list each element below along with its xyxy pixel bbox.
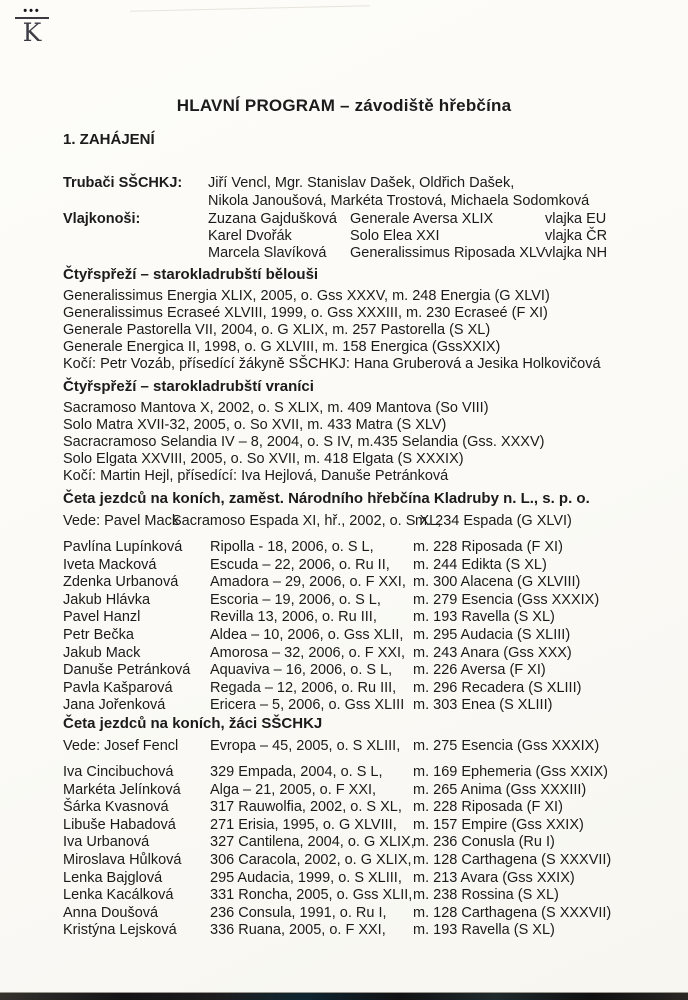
table-row: [63, 852, 674, 870]
riders-students-section: [63, 714, 674, 940]
scan-crease-artifact: [130, 5, 370, 11]
rider-name: Zdenka Urbanová: [63, 574, 179, 591]
flag-bearer-name: Zuzana Gajdušková: [208, 211, 337, 227]
rider-mare: m. 157 Empire (Gss XXIX): [413, 816, 584, 833]
rider-mare: m. 295 Audacia (S XLIII): [413, 626, 571, 643]
table-row: [63, 834, 674, 852]
rider-mare: m. 213 Avara (Gss XXIX): [413, 869, 575, 886]
rider-name: Anna Doušová: [63, 904, 159, 921]
rider-name: Jakub Hlávka: [63, 591, 151, 608]
rider-name: Markéta Jelínková: [63, 781, 181, 798]
rider-name: Pavlína Lupínková: [63, 539, 183, 555]
horse-line: Solo Matra XVII-32, 2005, o. So XVII, m. 433 Matra (S XLV): [63, 417, 447, 433]
table-row: [63, 662, 674, 680]
horse-line: Generalissimus Energia XLIX, 2005, o. Gss XXXV, m. 248 Energia (G XLVI): [63, 288, 550, 304]
rider-mare: m. 265 Anima (Gss XXXIII): [413, 781, 587, 798]
leader-label: Vede: Pavel Mack: [63, 513, 180, 529]
rider-horse: 327 Cantilena, 2004, o. G XLIX,: [210, 834, 415, 851]
rider-name: Lenka Bajglová: [63, 869, 163, 886]
leader-mare: m. 234 Espada (G XLVI): [415, 513, 572, 529]
leader-row: [63, 512, 674, 530]
rider-name: Lenka Kacálková: [63, 887, 174, 904]
rider-mare: m. 169 Ephemeria (Gss XXIX): [413, 764, 609, 780]
trumpeters-block: [63, 175, 670, 210]
rider-name: Iveta Macková: [63, 556, 157, 573]
horse-line: Sacracramoso Selandia IV – 8, 2004, o. S IV, m.435 Selandia (Gss. XXXV): [63, 434, 545, 450]
rider-horse: Regada – 12, 2006, o. Ru III,: [210, 679, 397, 696]
table-row: [63, 922, 674, 940]
coachman-line: Kočí: Petr Vozáb, přísedící žákyně SŠCHKJ: Hana Gruberová a Jesika Holkovičová: [63, 356, 601, 372]
table-row: [63, 905, 674, 923]
rider-horse: 306 Caracola, 2002, o. G XLIX,: [210, 851, 412, 868]
section-heading: Čtyřspřeží – starokladrubští vraníci: [63, 378, 314, 395]
section-heading: Četa jezdců na koních, žáci SŠCHKJ: [63, 715, 323, 732]
rider-mare: m. 226 Aversa (F XI): [413, 662, 546, 679]
table-row: [63, 557, 674, 575]
horse-line: Generale Energica II, 1998, o. G XLVIII, m. 158 Energica (GssXXIX): [63, 339, 501, 355]
flag-bearer-horse: Generalissimus Riposada XLV: [350, 245, 546, 261]
table-row: [63, 645, 674, 663]
flag-bearer-horse: Generale Aversa XLIX: [350, 211, 494, 227]
rider-name: Miroslava Hůlková: [63, 851, 182, 868]
rider-mare: m. 236 Conusla (Ru I): [413, 834, 555, 851]
horse-line: Solo Elgata XXVIII, 2005, o. So XVII, m. 418 Elgata (S XXXIX): [63, 451, 464, 467]
table-row: [63, 627, 674, 645]
logo-dots: •••: [23, 5, 41, 17]
four-in-hand-greys-section: [63, 265, 674, 373]
leader-row: [63, 737, 674, 755]
rider-horse: Escoria – 19, 2006, o. S L,: [210, 591, 381, 608]
rider-mare: m. 193 Ravella (S XL): [413, 922, 555, 939]
rider-mare: m. 244 Edikta (S XL): [413, 556, 547, 573]
rider-horse: Escuda – 22, 2006, o. Ru II,: [210, 556, 390, 573]
flag-bearer-name: Marcela Slavíková: [208, 245, 327, 261]
leader-label: Vede: Josef Fencl: [63, 738, 179, 754]
table-row: [63, 799, 674, 817]
flag-bearers-label: Vlajkonoši:: [63, 211, 141, 227]
rider-name: Iva Cincibuchová: [63, 764, 174, 780]
table-row: [63, 680, 674, 698]
rider-mare: m. 296 Recadera (S XLIII): [413, 679, 582, 696]
horse-line: Generalissimus Ecraseé XLVIII, 1999, o. Gss XXXIII, m. 230 Ecraseé (F XI): [63, 305, 548, 321]
section-heading: Čtyřspřeží – starokladrubští bělouši: [63, 266, 319, 283]
leader-horse: Sacramoso Espada XI, hř., 2002, o. S XL,: [172, 513, 442, 529]
rider-horse: Ripolla - 18, 2006, o. S L,: [210, 539, 374, 555]
rider-mare: m. 303 Enea (S XLIII): [413, 697, 553, 714]
trumpeters-names-line1: Jiří Vencl, Mgr. Stanislav Dašek, Oldřich Dašek,: [208, 175, 515, 191]
table-row: [63, 870, 674, 888]
table-row: [63, 609, 674, 627]
leader-mare: m. 275 Esencia (Gss XXXIX): [413, 738, 600, 754]
table-row: [63, 539, 674, 557]
four-in-hand-blacks-section: [63, 377, 674, 485]
section-heading: Četa jezdců na koních, zaměst. Národního hřebčína Kladruby n. L., s. p. o.: [63, 490, 590, 507]
rider-name: Danuše Petránková: [63, 662, 191, 679]
rider-mare: m. 228 Riposada (F XI): [413, 539, 563, 555]
table-row: [63, 592, 674, 610]
rider-name: Pavel Hanzl: [63, 609, 141, 626]
rider-horse: 295 Audacia, 1999, o. S XLIII,: [210, 869, 402, 886]
spacer: [63, 193, 208, 211]
rider-horse: 336 Ruana, 2005, o. F XXI,: [210, 922, 386, 939]
rider-mare: m. 238 Rossina (S XL): [413, 887, 559, 904]
rider-horse: 331 Roncha, 2005, o. Gss XLII,: [210, 887, 413, 904]
table-row: [63, 764, 674, 782]
riders-table: [63, 764, 674, 940]
horse-line: Generale Pastorella VII, 2004, o. G XLIX, m. 257 Pastorella (S XL): [63, 322, 491, 338]
scanner-edge-artifact: [0, 992, 688, 1000]
flag-bearer-flag: vlajka NH: [545, 245, 608, 261]
riders-staff-section: [63, 489, 674, 715]
flag-bearer-flag: vlajka EU: [545, 211, 607, 227]
flag-bearer-name: Karel Dvořák: [208, 228, 292, 244]
flag-bearer-horse: Solo Elea XXI: [350, 228, 440, 244]
leader-horse: Evropa – 45, 2005, o. S XLIII,: [210, 738, 401, 754]
rider-horse: Ericera – 5, 2006, o. Gss XLIII: [210, 697, 405, 714]
horse-line: Sacramoso Mantova X, 2002, o. S XLIX, m. 409 Mantova (So VIII): [63, 400, 489, 416]
table-row: [63, 887, 674, 905]
rider-horse: Revilla 13, 2006, o. Ru III,: [210, 609, 377, 626]
rider-mare: m. 279 Esencia (Gss XXXIX): [413, 591, 600, 608]
rider-name: Kristýna Lejsková: [63, 922, 177, 939]
trumpeters-label: Trubači SŠCHKJ:: [63, 175, 183, 191]
flag-bearer-flag: vlajka ČR: [545, 228, 608, 244]
spacer: [63, 245, 208, 262]
rider-horse: Amadora – 29, 2006, o. F XXI,: [210, 574, 406, 591]
rider-horse: Amorosa – 32, 2006, o. F XXI,: [210, 644, 406, 661]
rider-horse: Aquaviva – 16, 2006, o. S L,: [210, 662, 393, 679]
logo-letter-k: K: [15, 17, 49, 46]
rider-mare: m. 193 Ravella (S XL): [413, 609, 555, 626]
kladruby-logo: [15, 7, 49, 46]
rider-mare: m. 300 Alacena (G XLVIII): [413, 574, 581, 591]
flag-bearers-block: [63, 211, 670, 262]
table-row: [63, 782, 674, 800]
rider-name: Jana Jořenková: [63, 697, 166, 714]
rider-mare: m. 128 Carthagena (S XXXVII): [413, 904, 612, 921]
rider-name: Jakub Mack: [63, 644, 141, 661]
rider-mare: m. 128 Carthagena (S XXXVII): [413, 851, 612, 868]
rider-horse: 317 Rauwolfia, 2002, o. S XL,: [210, 799, 402, 816]
section-1-heading: 1. ZAHÁJENÍ: [63, 131, 155, 148]
rider-horse: Alga – 21, 2005, o. F XXI,: [210, 781, 377, 798]
table-row: [63, 574, 674, 592]
rider-name: Libuše Habadová: [63, 816, 176, 833]
rider-horse: 236 Consula, 1991, o. Ru I,: [210, 904, 387, 921]
rider-mare: m. 228 Riposada (F XI): [413, 799, 563, 816]
rider-name: Pavla Kašparová: [63, 679, 173, 696]
trumpeters-names-line2: Nikola Janoušová, Markéta Trostová, Michaela Sodomková: [208, 192, 590, 209]
rider-mare: m. 243 Anara (Gss XXX): [413, 644, 572, 661]
rider-name: Iva Urbanová: [63, 834, 150, 851]
table-row: [63, 817, 674, 835]
page-title: HLAVNÍ PROGRAM – závodiště hřebčína: [176, 96, 512, 115]
rider-horse: Aldea – 10, 2006, o. Gss XLII,: [210, 626, 404, 643]
coachman-line: Kočí: Martin Hejl, přísedící: Iva Hejlová, Danuše Petránková: [63, 468, 449, 484]
rider-name: Petr Bečka: [63, 626, 134, 643]
table-row: [63, 697, 674, 715]
rider-horse: 329 Empada, 2004, o. S L,: [210, 764, 383, 780]
rider-name: Šárka Kvasnová: [63, 799, 169, 816]
riders-table: [63, 539, 674, 715]
rider-horse: 271 Erisia, 1995, o. G XLVIII,: [210, 816, 397, 833]
spacer: [63, 228, 208, 245]
